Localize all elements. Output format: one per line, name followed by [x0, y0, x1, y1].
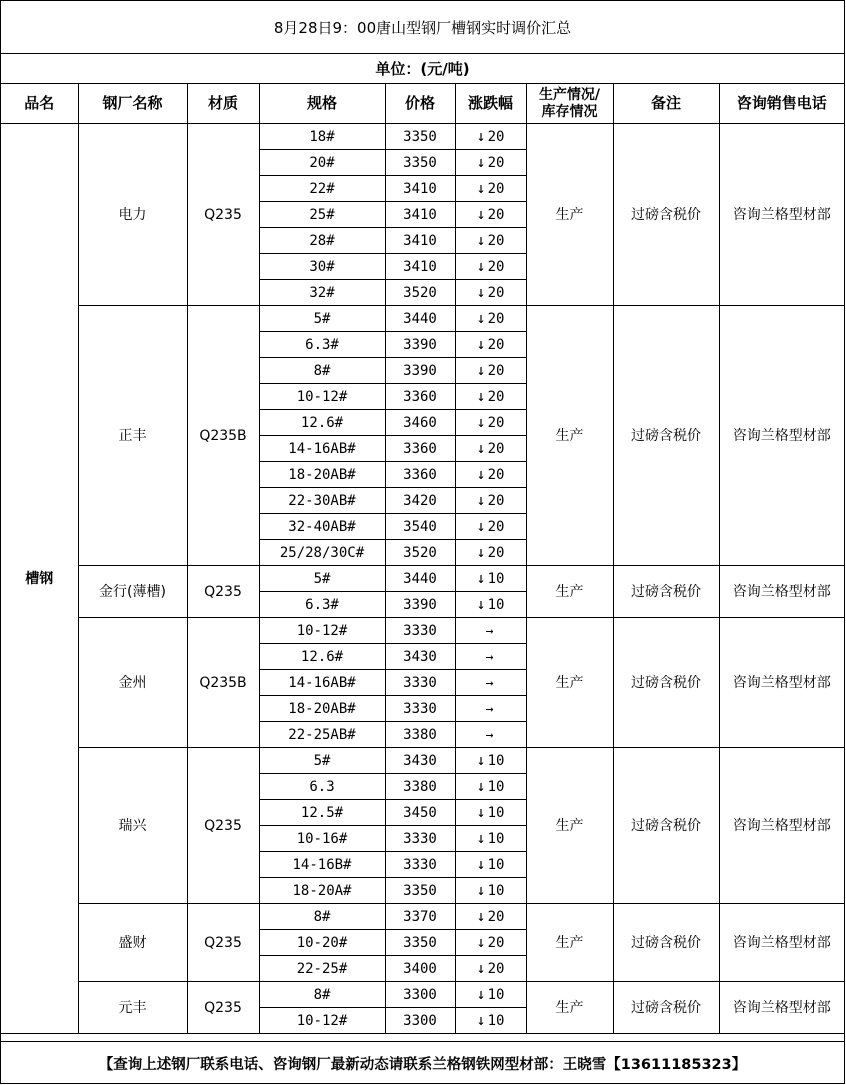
change-value: 20: [487, 207, 505, 223]
down-arrow-icon: ↓: [476, 439, 486, 457]
right-arrow-icon: →: [485, 649, 494, 665]
down-arrow-icon: ↓: [476, 933, 486, 951]
price-cell: 3520: [385, 280, 455, 306]
change-cell: [455, 878, 526, 904]
change-cell: [455, 852, 526, 878]
price-cell: 3300: [385, 982, 455, 1008]
header-change: 涨跌幅: [455, 84, 526, 124]
page-title: 8月28日9：00唐山型钢厂槽钢实时调价汇总: [1, 1, 844, 54]
price-cell: 3410: [385, 254, 455, 280]
note-cell: 过磅含税价: [613, 982, 719, 1034]
change-value: 20: [487, 233, 505, 249]
spec-cell: 8#: [259, 904, 385, 930]
change-value: 20: [487, 363, 505, 379]
change-value: 20: [487, 935, 505, 951]
down-arrow-icon: ↓: [476, 751, 486, 769]
price-cell: 3460: [385, 410, 455, 436]
change-cell: [455, 618, 526, 644]
spec-cell: 14-16AB#: [259, 670, 385, 696]
spec-cell: 12.6#: [259, 410, 385, 436]
spec-cell: 10-12#: [259, 384, 385, 410]
mill-name-cell: 盛财: [78, 904, 187, 982]
spec-cell: 32-40AB#: [259, 514, 385, 540]
down-arrow-icon: ↓: [476, 803, 486, 821]
down-arrow-icon: ↓: [476, 179, 486, 197]
phone-cell: 咨询兰格型材部: [719, 566, 844, 618]
price-cell: 3360: [385, 384, 455, 410]
down-arrow-icon: ↓: [476, 335, 486, 353]
change-value: 20: [487, 493, 505, 509]
status-cell: 生产: [526, 124, 613, 306]
phone-cell: 咨询兰格型材部: [719, 306, 844, 566]
change-cell: [455, 826, 526, 852]
spec-cell: 32#: [259, 280, 385, 306]
right-arrow-icon: →: [485, 623, 494, 639]
change-cell: [455, 228, 526, 254]
table-row: [1, 748, 844, 774]
change-value: 10: [487, 779, 505, 795]
header-phone: 咨询销售电话: [719, 84, 844, 124]
down-arrow-icon: ↓: [476, 855, 486, 873]
spec-cell: 22#: [259, 176, 385, 202]
change-cell: [455, 254, 526, 280]
change-value: 20: [487, 519, 505, 535]
down-arrow-icon: ↓: [476, 413, 486, 431]
down-arrow-icon: ↓: [476, 777, 486, 795]
change-cell: [455, 774, 526, 800]
material-cell: Q235B: [187, 306, 259, 566]
header-status-line2: 库存情况: [541, 103, 598, 120]
down-arrow-icon: ↓: [476, 257, 486, 275]
spec-cell: 30#: [259, 254, 385, 280]
material-cell: Q235: [187, 566, 259, 618]
change-cell: [455, 540, 526, 566]
contact-footer: 【查询上述钢厂联系电话、咨询钢厂最新动态请联系兰格钢铁网型材部：王晓雪【13611185323】: [1, 1041, 844, 1084]
down-arrow-icon: ↓: [476, 517, 486, 535]
price-cell: 3380: [385, 774, 455, 800]
spec-cell: 5#: [259, 748, 385, 774]
table-row: [1, 904, 844, 930]
status-cell: 生产: [526, 982, 613, 1034]
change-value: 20: [487, 441, 505, 457]
status-cell: 生产: [526, 618, 613, 748]
down-arrow-icon: ↓: [476, 309, 486, 327]
change-value: 10: [487, 597, 505, 613]
down-arrow-icon: ↓: [476, 595, 486, 613]
table-row: [1, 982, 844, 1008]
mill-name-cell: 电力: [78, 124, 187, 306]
price-cell: 3350: [385, 150, 455, 176]
spec-cell: 10-20#: [259, 930, 385, 956]
down-arrow-icon: ↓: [476, 205, 486, 223]
down-arrow-icon: ↓: [476, 959, 486, 977]
phone-cell: 咨询兰格型材部: [719, 904, 844, 982]
change-value: 20: [487, 129, 505, 145]
note-cell: 过磅含税价: [613, 124, 719, 306]
spec-cell: 18#: [259, 124, 385, 150]
price-cell: 3380: [385, 722, 455, 748]
note-cell: 过磅含税价: [613, 566, 719, 618]
table-row: [1, 124, 844, 150]
down-arrow-icon: ↓: [476, 985, 486, 1003]
change-cell: [455, 982, 526, 1008]
change-value: 10: [487, 571, 505, 587]
price-cell: 3450: [385, 800, 455, 826]
price-cell: 3360: [385, 462, 455, 488]
change-value: 20: [487, 259, 505, 275]
change-value: 20: [487, 961, 505, 977]
down-arrow-icon: ↓: [476, 829, 486, 847]
change-cell: [455, 904, 526, 930]
down-arrow-icon: ↓: [476, 491, 486, 509]
right-arrow-icon: →: [485, 727, 494, 743]
price-cell: 3300: [385, 1008, 455, 1034]
table-row: [1, 306, 844, 332]
status-cell: 生产: [526, 904, 613, 982]
material-cell: Q235: [187, 124, 259, 306]
spec-cell: 5#: [259, 566, 385, 592]
header-mill: 钢厂名称: [78, 84, 187, 124]
price-cell: 3330: [385, 670, 455, 696]
change-cell: [455, 930, 526, 956]
change-cell: [455, 696, 526, 722]
change-value: 20: [487, 909, 505, 925]
spec-cell: 6.3: [259, 774, 385, 800]
change-cell: [455, 150, 526, 176]
mill-name-cell: 元丰: [78, 982, 187, 1034]
spec-cell: 25/28/30C#: [259, 540, 385, 566]
material-cell: Q235: [187, 748, 259, 904]
spec-cell: 22-25AB#: [259, 722, 385, 748]
change-value: 20: [487, 155, 505, 171]
price-cell: 3360: [385, 436, 455, 462]
change-value: 20: [487, 389, 505, 405]
change-value: 20: [487, 415, 505, 431]
change-value: 20: [487, 181, 505, 197]
down-arrow-icon: ↓: [476, 283, 486, 301]
header-product: 品名: [1, 84, 78, 124]
price-cell: 3410: [385, 176, 455, 202]
spec-cell: 18-20A#: [259, 878, 385, 904]
change-cell: [455, 800, 526, 826]
change-cell: [455, 436, 526, 462]
status-cell: 生产: [526, 566, 613, 618]
change-value: 10: [487, 805, 505, 821]
change-value: 10: [487, 753, 505, 769]
phone-cell: 咨询兰格型材部: [719, 982, 844, 1034]
header-status-line1: 生产情况/: [538, 86, 601, 103]
right-arrow-icon: →: [485, 675, 494, 691]
spec-cell: 12.5#: [259, 800, 385, 826]
change-value: 20: [487, 337, 505, 353]
price-table: [1, 84, 844, 1034]
price-cell: 3390: [385, 358, 455, 384]
spec-cell: 20#: [259, 150, 385, 176]
table-row: [1, 618, 844, 644]
status-cell: 生产: [526, 306, 613, 566]
change-cell: [455, 722, 526, 748]
mill-name-cell: 金州: [78, 618, 187, 748]
price-cell: 3430: [385, 748, 455, 774]
change-cell: [455, 384, 526, 410]
change-value: 20: [487, 545, 505, 561]
change-cell: [455, 670, 526, 696]
price-cell: 3420: [385, 488, 455, 514]
price-cell: 3350: [385, 930, 455, 956]
header-price: 价格: [385, 84, 455, 124]
down-arrow-icon: ↓: [476, 881, 486, 899]
down-arrow-icon: ↓: [476, 907, 486, 925]
spec-cell: 8#: [259, 982, 385, 1008]
price-cell: 3400: [385, 956, 455, 982]
change-cell: [455, 644, 526, 670]
material-cell: Q235B: [187, 618, 259, 748]
spec-cell: 6.3#: [259, 332, 385, 358]
down-arrow-icon: ↓: [476, 465, 486, 483]
price-cell: 3330: [385, 618, 455, 644]
price-cell: 3430: [385, 644, 455, 670]
down-arrow-icon: ↓: [476, 569, 486, 587]
change-value: 10: [487, 857, 505, 873]
price-cell: 3410: [385, 202, 455, 228]
status-cell: 生产: [526, 748, 613, 904]
note-cell: 过磅含税价: [613, 618, 719, 748]
spec-cell: 8#: [259, 358, 385, 384]
phone-cell: 咨询兰格型材部: [719, 124, 844, 306]
mill-name-cell: 瑞兴: [78, 748, 187, 904]
change-cell: [455, 488, 526, 514]
header-note: 备注: [613, 84, 719, 124]
change-cell: [455, 176, 526, 202]
price-cell: 3350: [385, 124, 455, 150]
change-cell: [455, 566, 526, 592]
phone-cell: 咨询兰格型材部: [719, 748, 844, 904]
spec-cell: 22-30AB#: [259, 488, 385, 514]
material-cell: Q235: [187, 982, 259, 1034]
change-cell: [455, 1008, 526, 1034]
price-cell: 3540: [385, 514, 455, 540]
header-material: 材质: [187, 84, 259, 124]
price-cell: 3330: [385, 826, 455, 852]
note-cell: 过磅含税价: [613, 306, 719, 566]
change-value: 20: [487, 467, 505, 483]
right-arrow-icon: →: [485, 701, 494, 717]
spec-cell: 18-20AB#: [259, 696, 385, 722]
down-arrow-icon: ↓: [476, 361, 486, 379]
change-cell: [455, 358, 526, 384]
change-cell: [455, 280, 526, 306]
mill-name-cell: 正丰: [78, 306, 187, 566]
down-arrow-icon: ↓: [476, 1011, 486, 1029]
material-cell: Q235: [187, 904, 259, 982]
change-value: 10: [487, 883, 505, 899]
change-cell: [455, 748, 526, 774]
spec-cell: 10-16#: [259, 826, 385, 852]
spec-cell: 14-16B#: [259, 852, 385, 878]
header-spec: 规格: [259, 84, 385, 124]
change-value: 10: [487, 831, 505, 847]
down-arrow-icon: ↓: [476, 127, 486, 145]
price-cell: 3410: [385, 228, 455, 254]
change-cell: [455, 514, 526, 540]
note-cell: 过磅含税价: [613, 904, 719, 982]
spec-cell: 14-16AB#: [259, 436, 385, 462]
spec-cell: 22-25#: [259, 956, 385, 982]
note-cell: 过磅含税价: [613, 748, 719, 904]
table-row: [1, 566, 844, 592]
price-cell: 3390: [385, 592, 455, 618]
spec-cell: 5#: [259, 306, 385, 332]
mill-name-cell: 金行(薄槽): [78, 566, 187, 618]
header-status: [526, 84, 613, 124]
price-cell: 3440: [385, 306, 455, 332]
price-cell: 3520: [385, 540, 455, 566]
spec-cell: 25#: [259, 202, 385, 228]
price-cell: 3330: [385, 852, 455, 878]
down-arrow-icon: ↓: [476, 153, 486, 171]
phone-cell: 咨询兰格型材部: [719, 618, 844, 748]
price-cell: 3440: [385, 566, 455, 592]
change-cell: [455, 124, 526, 150]
change-cell: [455, 410, 526, 436]
spec-cell: 10-12#: [259, 1008, 385, 1034]
change-cell: [455, 202, 526, 228]
down-arrow-icon: ↓: [476, 231, 486, 249]
down-arrow-icon: ↓: [476, 543, 486, 561]
spec-cell: 12.6#: [259, 644, 385, 670]
change-value: 20: [487, 285, 505, 301]
spec-cell: 6.3#: [259, 592, 385, 618]
change-cell: [455, 306, 526, 332]
spec-cell: 10-12#: [259, 618, 385, 644]
unit-label: 单位：(元/吨): [1, 54, 844, 84]
change-cell: [455, 592, 526, 618]
price-cell: 3370: [385, 904, 455, 930]
change-cell: [455, 332, 526, 358]
change-value: 20: [487, 311, 505, 327]
product-name-cell: 槽钢: [1, 124, 78, 1034]
change-cell: [455, 462, 526, 488]
down-arrow-icon: ↓: [476, 387, 486, 405]
spec-cell: 18-20AB#: [259, 462, 385, 488]
change-value: 10: [487, 1013, 505, 1029]
header-row: [1, 84, 844, 124]
change-value: 10: [487, 987, 505, 1003]
price-cell: 3390: [385, 332, 455, 358]
price-cell: 3330: [385, 696, 455, 722]
spec-cell: 28#: [259, 228, 385, 254]
change-cell: [455, 956, 526, 982]
price-cell: 3350: [385, 878, 455, 904]
